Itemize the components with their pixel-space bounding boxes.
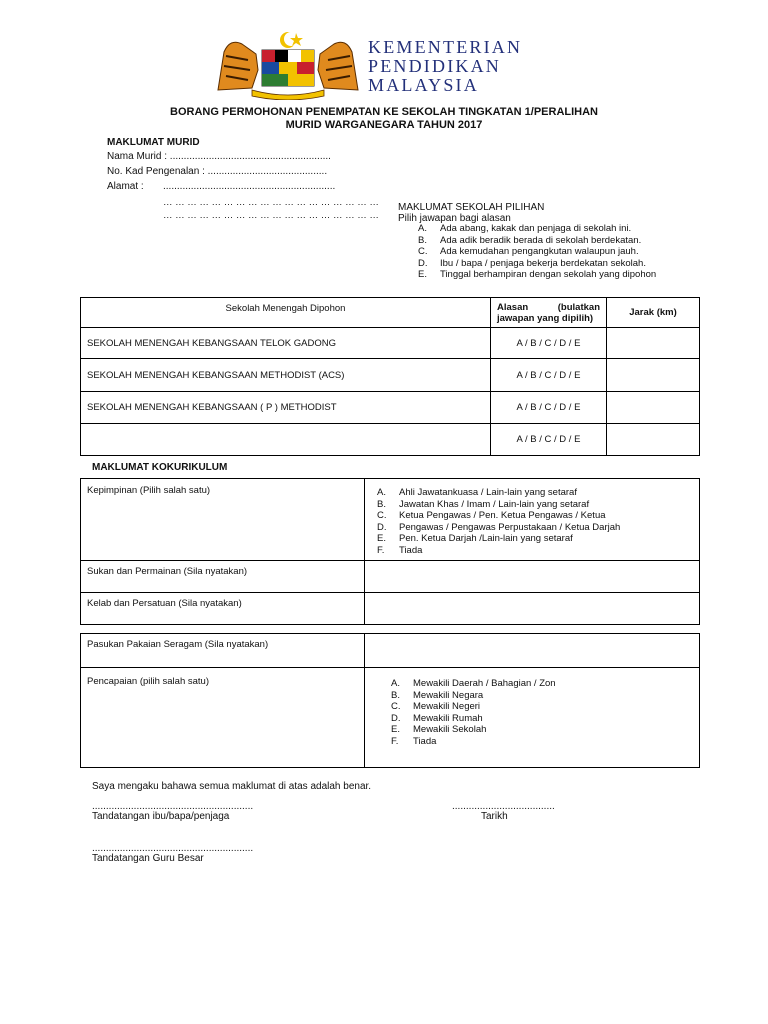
option-letter: A.: [377, 487, 386, 498]
list-item[interactable]: [391, 690, 699, 702]
option-text: Tiada: [413, 735, 437, 747]
date-line[interactable]: .....................................: [452, 801, 555, 812]
list-item[interactable]: [377, 510, 699, 522]
table-row: [81, 392, 700, 424]
alasan-choice-cell[interactable]: A / B / C / D / E: [491, 359, 607, 392]
kad-pengenalan-field[interactable]: No. Kad Pengenalan : ...........................................: [107, 166, 328, 177]
alamat-label: Alamat :: [107, 181, 144, 192]
alasan-option-list: [418, 223, 656, 281]
col-header-school: Sekolah Menengah Dipohon: [81, 298, 491, 328]
table-row: [81, 424, 700, 456]
option-text: Tiada: [399, 544, 423, 556]
table-header-row: [81, 298, 700, 328]
list-item[interactable]: [391, 701, 699, 713]
option-text: Pengawas / Pengawas Perpustakaan / Ketua Darjah: [399, 521, 621, 533]
pencapaian-option-list: [391, 678, 699, 747]
option-text: Mewakili Daerah / Bahagian / Zon: [413, 678, 556, 689]
alasan-header-b: (bulatkan: [557, 302, 600, 313]
jarak-cell[interactable]: [607, 392, 700, 424]
kokurikulum-table-1: [80, 478, 700, 625]
option-text: Mewakili Sekolah: [413, 724, 487, 735]
list-item[interactable]: [377, 533, 699, 545]
sukan-label: Sukan dan Permainan (Sila nyatakan): [81, 561, 365, 593]
table-row: [81, 479, 700, 561]
pasukan-label: Pasukan Pakaian Seragam (Sila nyatakan): [81, 634, 365, 668]
list-item: [418, 235, 656, 247]
alasan-choice-cell[interactable]: A / B / C / D / E: [491, 424, 607, 456]
alamat-line-3[interactable]: … … … … … … … … … … … … … … … … … …: [163, 210, 379, 221]
option-letter: F.: [377, 544, 385, 556]
ministry-name: [368, 38, 522, 95]
alasan-choice-cell[interactable]: A / B / C / D / E: [491, 392, 607, 424]
school-name-cell[interactable]: [81, 424, 491, 456]
list-item[interactable]: [377, 487, 699, 499]
kepimpinan-option-list: [377, 487, 699, 556]
col-header-alasan: [491, 298, 607, 328]
list-item[interactable]: [377, 545, 699, 557]
coat-of-arms-logo: [212, 30, 364, 100]
list-item[interactable]: [377, 522, 699, 534]
option-letter: A.: [391, 678, 400, 689]
school-choice-table: [80, 297, 700, 456]
declaration-text: Saya mengaku bahawa semua maklumat di atas adalah benar.: [92, 781, 372, 792]
form-title-line-1: BORANG PERMOHONAN PENEMPATAN KE SEKOLAH TINGKATAN 1/PERALIHAN: [170, 106, 598, 118]
kepimpinan-label: Kepimpinan (Pilih salah satu): [81, 479, 365, 561]
table-row: [81, 328, 700, 359]
option-letter: E.: [418, 269, 427, 280]
headmaster-signature-label: Tandatangan Guru Besar: [92, 853, 204, 864]
alasan-header-a: Alasan: [497, 302, 529, 313]
option-text: Ahli Jawatankuasa / Lain-lain yang setaraf: [399, 487, 577, 498]
list-item[interactable]: [391, 713, 699, 725]
pilihan-heading: MAKLUMAT SEKOLAH PILIHAN: [398, 202, 545, 213]
list-item[interactable]: [391, 724, 699, 736]
kokurikulum-heading: MAKLUMAT KOKURIKULUM: [92, 462, 228, 473]
school-name-cell: SEKOLAH MENENGAH KEBANGSAAN METHODIST (ACS): [81, 359, 491, 392]
table-row: [81, 593, 700, 625]
table-row: [81, 634, 700, 668]
alasan-header-c: jawapan yang dipilih): [497, 313, 594, 324]
date-label: Tarikh: [481, 811, 508, 822]
list-item: [418, 258, 656, 270]
option-text: Jawatan Khas / Imam / Lain-lain yang setaraf: [399, 498, 590, 510]
option-text: Ketua Pengawas / Pen. Ketua Pengawas / Ketua: [399, 510, 606, 521]
kepimpinan-options-cell[interactable]: [365, 479, 700, 561]
option-letter: C.: [377, 510, 387, 521]
jarak-cell[interactable]: [607, 328, 700, 359]
alamat-line-1[interactable]: ..............................................................: [163, 181, 336, 192]
table-row: [81, 561, 700, 593]
option-text: Tinggal berhampiran dengan sekolah yang dipohon: [440, 269, 657, 280]
murid-heading: MAKLUMAT MURID: [107, 137, 200, 148]
option-letter: C.: [418, 246, 428, 257]
headmaster-signature-line[interactable]: ..........................................................: [92, 843, 254, 854]
kelab-label: Kelab dan Persatuan (Sila nyatakan): [81, 593, 365, 625]
ministry-line-2: PENDIDIKAN: [368, 56, 501, 76]
school-name-cell: SEKOLAH MENENGAH KEBANGSAAN TELOK GADONG: [81, 328, 491, 359]
ministry-line-1: KEMENTERIAN: [368, 37, 523, 57]
parent-signature-line[interactable]: ..........................................................: [92, 801, 254, 812]
list-item: [418, 269, 656, 281]
jarak-cell[interactable]: [607, 359, 700, 392]
option-letter: B.: [391, 689, 400, 701]
pencapaian-label: Pencapaian (pilih salah satu): [81, 668, 365, 768]
table-row: [81, 668, 700, 768]
option-text: Mewakili Negeri: [413, 701, 481, 712]
table-row: [81, 359, 700, 392]
option-text: Ada kemudahan pengangkutan walaupun jauh.: [440, 246, 639, 257]
school-name-cell: SEKOLAH MENENGAH KEBANGSAAN ( P ) METHODIST: [81, 392, 491, 424]
pasukan-input-cell[interactable]: [365, 634, 700, 668]
list-item: [418, 223, 656, 235]
list-item[interactable]: [391, 736, 699, 748]
option-letter: D.: [377, 521, 387, 533]
option-text: Mewakili Negara: [413, 689, 484, 701]
form-title-line-2: MURID WARGANEGARA TAHUN 2017: [285, 119, 483, 131]
option-letter: E.: [391, 724, 400, 735]
option-text: Pen. Ketua Darjah /Lain-lain yang setaraf: [399, 533, 573, 544]
alamat-line-2[interactable]: … … … … … … … … … … … … … … … … … …: [163, 197, 379, 208]
option-letter: D.: [418, 257, 428, 269]
option-letter: A.: [418, 223, 427, 234]
option-text: Ada abang, kakak dan penjaga di sekolah ini.: [440, 223, 632, 234]
option-text: Ibu / bapa / penjaga bekerja berdekatan sekolah.: [440, 257, 646, 269]
nama-murid-field[interactable]: Nama Murid : ..........................................................: [107, 151, 331, 162]
list-item[interactable]: [377, 499, 699, 511]
list-item[interactable]: [391, 678, 699, 690]
kelab-input-cell[interactable]: [365, 593, 700, 625]
option-text: Mewakili Rumah: [413, 712, 483, 724]
alasan-choice-cell[interactable]: A / B / C / D / E: [491, 328, 607, 359]
col-header-jarak: Jarak (km): [607, 298, 700, 328]
ministry-line-3: MALAYSIA: [368, 75, 479, 95]
option-letter: D.: [391, 712, 401, 724]
sukan-input-cell[interactable]: [365, 561, 700, 593]
option-letter: F.: [391, 735, 399, 747]
jarak-cell[interactable]: [607, 424, 700, 456]
option-letter: C.: [391, 701, 401, 712]
parent-signature-label: Tandatangan ibu/bapa/penjaga: [92, 811, 230, 822]
pilihan-instruction: Pilih jawapan bagi alasan: [398, 213, 511, 224]
option-letter: B.: [418, 234, 427, 246]
option-letter: E.: [377, 533, 386, 544]
kokurikulum-table-2: [80, 633, 700, 768]
option-text: Ada adik beradik berada di sekolah berdekatan.: [440, 234, 642, 246]
pencapaian-options-cell[interactable]: [365, 668, 700, 768]
option-letter: B.: [377, 498, 386, 510]
list-item: [418, 246, 656, 258]
